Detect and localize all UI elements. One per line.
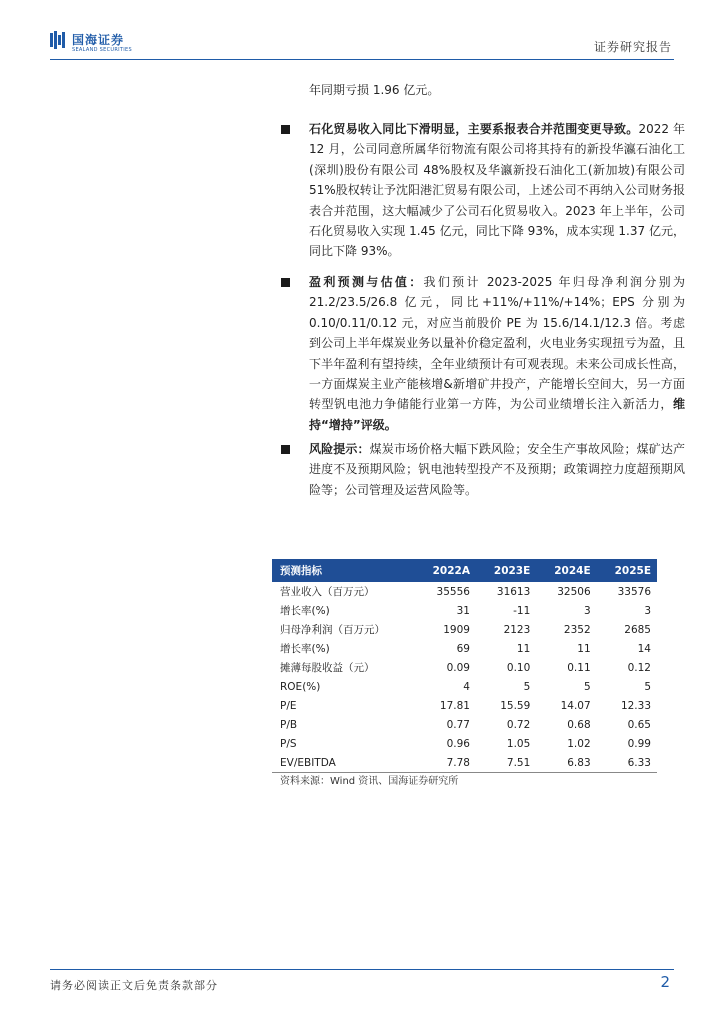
table-cell: -11 bbox=[513, 604, 531, 617]
table-row bbox=[272, 734, 657, 753]
table-cell: 摊薄每股收益（元） bbox=[280, 662, 375, 674]
table-cell: 5 bbox=[523, 680, 531, 693]
table-cell: 3 bbox=[583, 604, 591, 617]
table-cell: 15.59 bbox=[500, 699, 531, 712]
table-row bbox=[272, 696, 657, 715]
table-cell: 0.96 bbox=[446, 737, 470, 750]
table-cell: P/E bbox=[280, 699, 297, 712]
table-cell: 35556 bbox=[436, 585, 470, 598]
table-row bbox=[272, 601, 657, 620]
table-cell: 0.72 bbox=[506, 718, 531, 731]
header-divider bbox=[50, 59, 674, 60]
table-cell: 0.09 bbox=[446, 661, 470, 674]
table-cell: 2685 bbox=[624, 623, 651, 636]
table-cell: P/B bbox=[280, 718, 298, 731]
paragraph-risk-warning bbox=[309, 439, 685, 500]
paragraph-text: 我们预计 2023-2025 年归母净利润分别为 21.2/23.5/26.8 亿元，同比+11%/+11%/+14%；EPS 分别为 0.10/0.11/0.12 元，对应当前股价 PE 为 15.6/14.1/12.3 倍。考虑到公司上半年煤炭业务以量补价稳定盈利，火电业务实现扭亏为盈，且下半年盈利有望持续，全年业绩预计有可观表现。未来公司成长性高，一方面煤炭主业产能核增&新增矿井投产，产能增长空间大，另一方面转型钒电池力争储能行业第一方阵，为公司业绩增长注入新活力， bbox=[309, 275, 685, 412]
table-cell: 0.68 bbox=[567, 718, 591, 731]
continued-paragraph bbox=[309, 80, 685, 100]
table-cell: 69 bbox=[456, 642, 470, 655]
table-cell: 归母净利润（百万元） bbox=[280, 624, 385, 636]
continued-text: 年同期亏损 1.96 亿元。 bbox=[309, 83, 440, 97]
bullet-icon bbox=[281, 278, 290, 287]
table-cell: 营业收入（百万元） bbox=[280, 586, 375, 598]
table-cell: P/S bbox=[280, 737, 297, 750]
footer-disclaimer: 请务必阅读正文后免责条款部分 bbox=[50, 979, 218, 992]
logo-chinese-name: 国海证券 bbox=[72, 33, 125, 47]
rating-statement: 维持“增持”评级。 bbox=[309, 397, 685, 432]
table-cell: 1.02 bbox=[567, 737, 591, 750]
bullet-icon bbox=[281, 125, 290, 134]
table-cell: 7.51 bbox=[476, 753, 536, 773]
paragraph-text: 煤炭市场价格大幅下跌风险；安全生产事故风险；煤矿达产进度不及预期风险；钒电池转型投产不及预期；政策调控力度超预期风险等；公司管理及运营风险等。 bbox=[309, 442, 685, 497]
table-cell: 0.12 bbox=[627, 661, 651, 674]
table-cell: 6.33 bbox=[597, 753, 657, 773]
paragraph-heading: 风险提示： bbox=[309, 442, 370, 456]
forecast-table bbox=[272, 559, 657, 773]
table-cell: EV/EBITDA bbox=[272, 753, 414, 773]
table-header-cell: 2022A bbox=[414, 559, 475, 582]
table-cell: 0.99 bbox=[627, 737, 651, 750]
table-cell: 31613 bbox=[496, 585, 531, 598]
table-cell: 0.65 bbox=[627, 718, 651, 731]
table-row bbox=[272, 620, 657, 639]
table-cell: 2352 bbox=[563, 623, 591, 636]
table-cell: 11 bbox=[577, 642, 591, 655]
table-header-cell: 2024E bbox=[536, 559, 596, 582]
table-cell: 增长率(%) bbox=[280, 605, 330, 617]
paragraph-heading: 盈利预测与估值： bbox=[309, 275, 424, 289]
table-cell: 0.11 bbox=[567, 661, 591, 674]
table-row bbox=[272, 658, 657, 677]
table-cell: 14.07 bbox=[560, 699, 591, 712]
table-cell: 2123 bbox=[503, 623, 531, 636]
paragraph-petrochem-trade bbox=[309, 119, 685, 262]
logo-english-name: SEALAND SECURITIES bbox=[72, 47, 132, 53]
bullet-icon bbox=[281, 445, 290, 454]
table-cell: 增长率(%) bbox=[280, 643, 330, 655]
table-cell: 0.77 bbox=[446, 718, 470, 731]
table-cell: 0.10 bbox=[506, 661, 531, 674]
page-number: 2 bbox=[660, 973, 670, 991]
table-header-cell: 2025E bbox=[597, 559, 657, 582]
paragraph-forecast-valuation bbox=[309, 272, 685, 435]
table-row bbox=[272, 715, 657, 734]
table-cell: 17.81 bbox=[439, 699, 470, 712]
table-cell: 7.78 bbox=[414, 753, 475, 773]
table-row bbox=[272, 582, 657, 601]
table-cell: 11 bbox=[516, 642, 531, 655]
table-row bbox=[272, 677, 657, 696]
table-row bbox=[272, 753, 657, 773]
table-cell: 14 bbox=[637, 642, 651, 655]
report-type-title: 证券研究报告 bbox=[593, 40, 672, 54]
page-header bbox=[0, 0, 724, 64]
table-cell: 1.05 bbox=[506, 737, 531, 750]
table-header-cell: 预测指标 bbox=[272, 559, 414, 582]
table-cell: ROE(%) bbox=[280, 680, 321, 693]
table-cell: 32506 bbox=[557, 585, 591, 598]
table-cell: 33576 bbox=[617, 585, 651, 598]
table-header-row bbox=[272, 559, 657, 582]
footer-divider bbox=[50, 969, 674, 970]
table-cell: 6.83 bbox=[536, 753, 596, 773]
table-cell: 3 bbox=[644, 604, 651, 617]
table-cell: 5 bbox=[583, 680, 591, 693]
paragraph-heading: 石化贸易收入同比下滑明显，主要系报表合并范围变更导致。 bbox=[309, 122, 639, 136]
table-row bbox=[272, 639, 657, 658]
table-cell: 4 bbox=[463, 680, 470, 693]
table-header-cell: 2023E bbox=[476, 559, 536, 582]
table-cell: 1909 bbox=[443, 623, 470, 636]
table-source-note: 资料来源：Wind 资讯、国海证券研究所 bbox=[280, 776, 459, 787]
table-cell: 5 bbox=[644, 680, 651, 693]
table-cell: 31 bbox=[456, 604, 470, 617]
logo-mark-icon bbox=[50, 31, 66, 49]
table-cell: 12.33 bbox=[620, 699, 651, 712]
paragraph-text: 2022 年 12 月，公司同意所属华衍物流有限公司将其持有的新投华瀛石油化工(深圳)股份有限公司 48%股权及华瀛新投石油化工(新加坡)有限公司 51%股权转让予沈阳港汇贸易有限公司，上述公司不再纳入公司财务报表合并范围，这大幅减少了公司石化贸易收入。2023 年上半年，公司石化贸易收入实现 1.45 亿元，同比下降 93%，成本实现 1.37 亿元，同比下降 93%。 bbox=[309, 122, 685, 259]
company-logo bbox=[50, 31, 160, 55]
